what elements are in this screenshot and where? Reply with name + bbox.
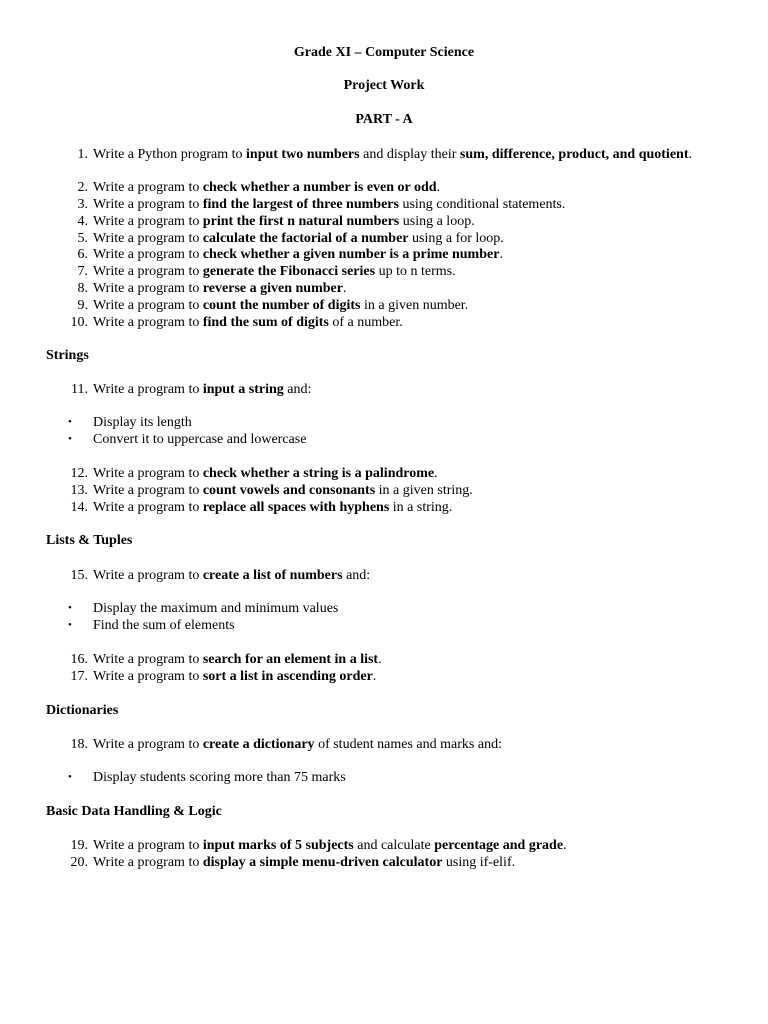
item-number: 18.: [70, 737, 88, 752]
list-item: [60, 263, 720, 280]
item-text: Write a program to display a simple menu-driven calculator using if-elif.: [93, 855, 516, 870]
list-item: [60, 314, 720, 331]
list-item: [60, 213, 720, 230]
bullet-text: Display its length: [93, 415, 192, 430]
bullet-text: Convert it to uppercase and lowercase: [93, 432, 307, 447]
list-item: [60, 230, 720, 247]
bullet-icon: •: [68, 602, 72, 614]
item-text: Write a program to input a string and:: [93, 382, 312, 397]
item-number: 20.: [70, 855, 88, 870]
item-text: Write a program to create a list of numbers and:: [93, 568, 371, 583]
section-heading-logic: Basic Data Handling & Logic: [46, 804, 222, 819]
bullet-item: [60, 431, 720, 448]
item-text: Write a program to find the largest of three numbers using conditional statements.: [93, 197, 566, 212]
list-item: [60, 280, 720, 297]
list-item: [60, 854, 720, 871]
document-subtitle: Project Work: [343, 78, 425, 93]
bullet-text: Find the sum of elements: [93, 618, 235, 633]
item-number: 1.: [77, 147, 88, 162]
item-number: 3.: [77, 197, 88, 212]
item-text: Write a program to count the number of digits in a given number.: [93, 298, 469, 313]
bullet-icon: •: [68, 416, 72, 428]
list-item: [60, 499, 720, 516]
item-text: Write a program to count vowels and consonants in a given string.: [93, 483, 473, 498]
bullet-item: [60, 600, 720, 617]
bullet-icon: •: [68, 433, 72, 445]
list-item: [60, 668, 720, 685]
list-item: [60, 146, 720, 163]
list-item: [60, 736, 720, 753]
item-text: Write a program to find the sum of digits of a number.: [93, 315, 403, 330]
part-heading: PART - A: [355, 112, 413, 127]
item-text: Write a program to print the first n natural numbers using a loop.: [93, 214, 475, 229]
item-number: 16.: [70, 652, 88, 667]
item-number: 15.: [70, 568, 88, 583]
list-item: [60, 381, 720, 398]
item-text: Write a program to replace all spaces with hyphens in a string.: [93, 500, 453, 515]
section-heading-strings: Strings: [46, 348, 89, 363]
item-text: Write a program to check whether a string is a palindrome.: [93, 466, 438, 481]
section-heading-lists: Lists & Tuples: [46, 533, 133, 548]
item-text: Write a program to sort a list in ascending order.: [93, 669, 377, 684]
list-item: [60, 651, 720, 668]
list-item: [60, 196, 720, 213]
item-number: 10.: [70, 315, 88, 330]
list-item: [60, 837, 720, 854]
item-text: Write a program to reverse a given number.: [93, 281, 347, 296]
bullet-item: [60, 769, 720, 786]
bullet-text: Display students scoring more than 75 marks: [93, 770, 346, 785]
item-number: 14.: [70, 500, 88, 515]
item-text: Write a program to search for an element in a list.: [93, 652, 382, 667]
bullet-icon: •: [68, 619, 72, 631]
list-item: [60, 246, 720, 263]
bullet-item: [60, 617, 720, 634]
item-text: Write a program to generate the Fibonacci series up to n terms.: [93, 264, 456, 279]
item-text: Write a program to check whether a given number is a prime number.: [93, 247, 503, 262]
item-number: 2.: [77, 180, 88, 195]
item-number: 12.: [70, 466, 88, 481]
item-number: 6.: [77, 247, 88, 262]
item-number: 9.: [77, 298, 88, 313]
item-text: Write a program to calculate the factorial of a number using a for loop.: [93, 231, 504, 246]
item-number: 11.: [71, 382, 88, 397]
list-item: [60, 297, 720, 314]
item-number: 8.: [77, 281, 88, 296]
item-number: 17.: [70, 669, 88, 684]
list-item: [60, 567, 720, 584]
item-text: Write a program to input marks of 5 subjects and calculate percentage and grade.: [93, 838, 567, 853]
item-text: Write a program to create a dictionary of student names and marks and:: [93, 737, 502, 752]
list-item: [60, 465, 720, 482]
item-number: 19.: [70, 838, 88, 853]
item-text: Write a program to check whether a number is even or odd.: [93, 180, 441, 195]
list-item: [60, 482, 720, 499]
bullet-item: [60, 414, 720, 431]
document-title: Grade XI – Computer Science: [293, 45, 475, 60]
item-number: 4.: [77, 214, 88, 229]
bullet-text: Display the maximum and minimum values: [93, 601, 339, 616]
section-heading-dictionaries: Dictionaries: [46, 703, 119, 718]
item-number: 7.: [77, 264, 88, 279]
list-item: [60, 179, 720, 196]
item-number: 13.: [70, 483, 88, 498]
item-text: Write a Python program to input two numbers and display their sum, difference, product, and quotient.: [93, 147, 692, 162]
bullet-icon: •: [68, 771, 72, 783]
item-number: 5.: [77, 231, 88, 246]
